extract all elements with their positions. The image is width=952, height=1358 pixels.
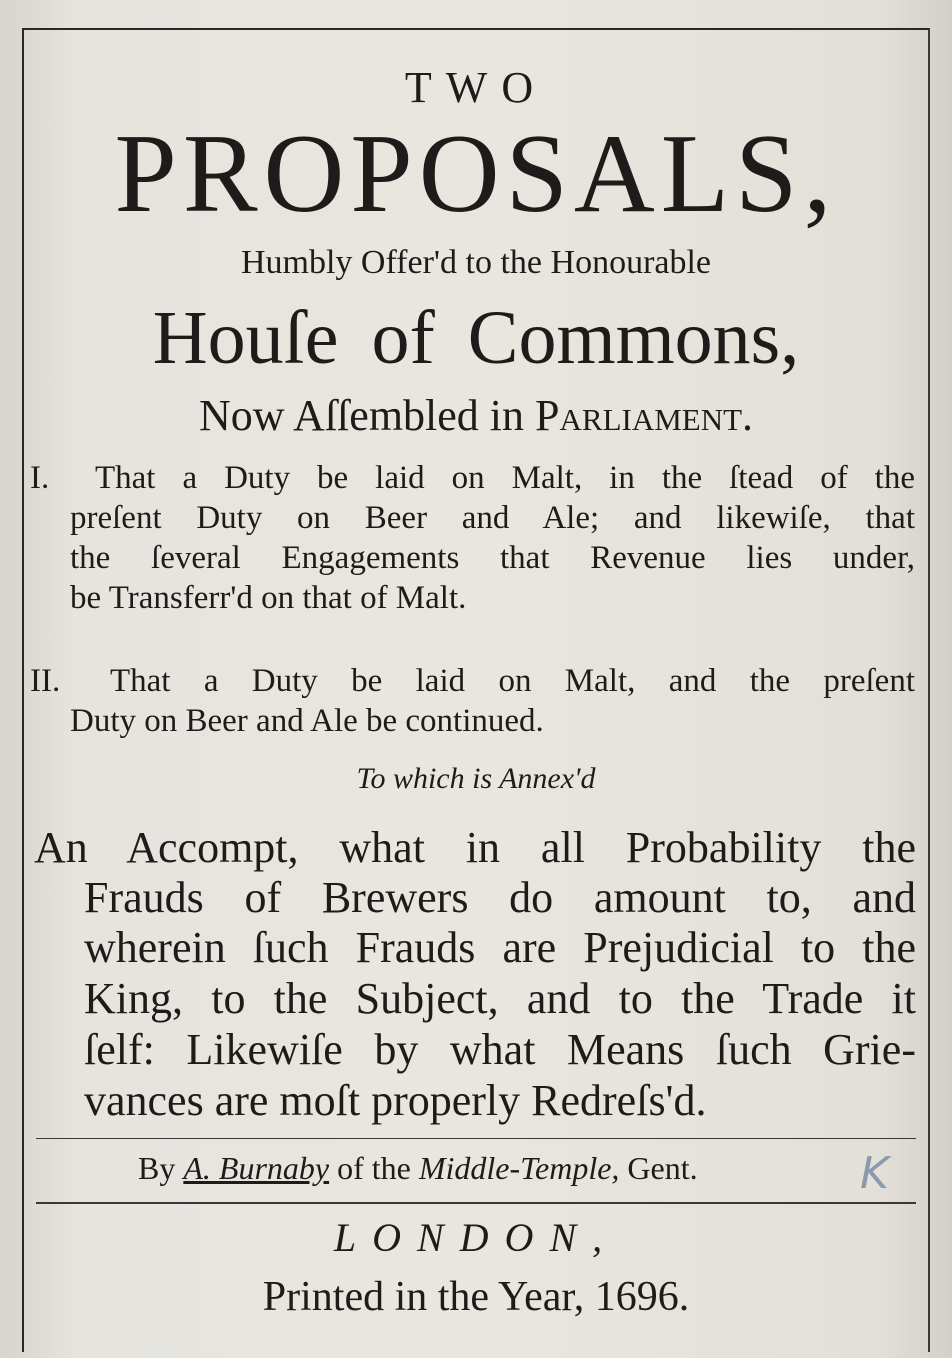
imprint-city: LONDON,	[333, 1215, 619, 1260]
proposal-2-line: Duty on Beer and Ale be continued.	[70, 703, 544, 739]
proposal-2-line: That a Duty be laid on Malt, and the preſent	[110, 663, 915, 699]
divider-rule	[36, 1138, 916, 1139]
proposal-1-line: That a Duty be laid on Malt, in the ſtead of the	[95, 460, 915, 496]
annex-line: Frauds of Brewers do amount to, and	[84, 873, 916, 922]
assembled-text: Now Aſſembled in	[198, 391, 536, 440]
annex-label: To which is Annex'd	[356, 762, 596, 795]
subtitle-house-of-commons: Houſe of Commons,	[152, 296, 800, 380]
proposal-2-numeral: II.	[30, 663, 61, 699]
author-rank: Gent.	[619, 1150, 698, 1186]
proposal-1-line: the ſeveral Engagements that Revenue lies under,	[70, 540, 915, 576]
author-line	[138, 1152, 698, 1184]
proposal-1-line: preſent Duty on Beer and Ale; and likewiſe, that	[70, 500, 915, 536]
annex-line: ſelf: Likewiſe by what Means ſuch Grie-	[84, 1025, 916, 1074]
subtitle-humbly: Humbly Offer'd to the Honourable	[240, 244, 712, 281]
title-two: TWO	[404, 63, 548, 112]
proposal-1-line: be Transferr'd on that of Malt.	[70, 580, 467, 616]
parliament-text: Parliament.	[535, 391, 754, 440]
author-of: of the	[329, 1150, 419, 1186]
annex-line: An Accompt, what in all Probability the	[34, 823, 916, 872]
author-name: A. Burnaby	[183, 1150, 330, 1186]
title-proposals: PROPOSALS,	[114, 112, 838, 236]
imprint-line: Printed in the Year, 1696.	[262, 1274, 690, 1320]
author-by: By	[138, 1150, 184, 1186]
author-place: Middle-Temple,	[418, 1150, 620, 1186]
annex-line: wherein ſuch Frauds are Prejudicial to the	[84, 923, 916, 972]
handwritten-mark: K	[860, 1148, 889, 1199]
annex-line: King, to the Subject, and to the Trade it	[84, 974, 916, 1023]
divider-rule	[36, 1202, 916, 1204]
annex-line: vances are moſt properly Redreſs'd.	[84, 1076, 707, 1125]
subtitle-assembled	[0, 391, 952, 440]
proposal-1-numeral: I.	[30, 460, 50, 496]
